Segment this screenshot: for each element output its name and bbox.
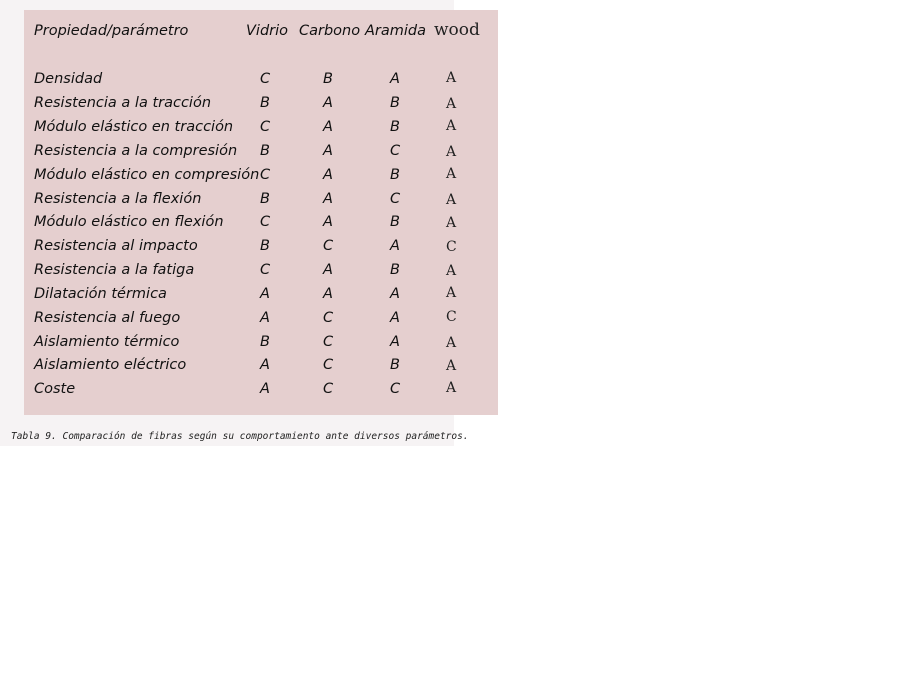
row-aramid-rating: A xyxy=(390,286,400,302)
row-property: Densidad xyxy=(34,71,103,87)
row-glass-rating: A xyxy=(260,357,270,373)
row-property: Aislamiento térmico xyxy=(34,334,180,350)
row-carbon-rating: C xyxy=(323,238,334,254)
row-wood-rating: A xyxy=(446,285,457,301)
row-aramid-rating: A xyxy=(390,238,400,254)
table-caption: Tabla 9. Comparación de fibras según su comportamiento ante diversos parámetros. xyxy=(11,431,469,442)
row-carbon-rating: C xyxy=(323,357,334,373)
row-glass-rating: A xyxy=(260,286,270,302)
row-wood-rating: A xyxy=(446,358,457,374)
row-carbon-rating: A xyxy=(323,119,333,135)
row-property: Resistencia a la tracción xyxy=(34,95,212,111)
row-glass-rating: A xyxy=(260,381,270,397)
row-wood-rating: C xyxy=(446,239,457,255)
row-aramid-rating: A xyxy=(390,71,400,87)
row-carbon-rating: A xyxy=(323,262,333,278)
row-property: Resistencia a la compresión xyxy=(34,143,238,159)
row-aramid-rating: A xyxy=(390,334,400,350)
row-property: Aislamiento eléctrico xyxy=(34,357,187,373)
row-wood-rating: A xyxy=(446,335,457,351)
row-glass-rating: C xyxy=(260,214,271,230)
row-carbon-rating: A xyxy=(323,214,333,230)
row-property: Resistencia al fuego xyxy=(34,310,181,326)
row-property: Resistencia a la fatiga xyxy=(34,262,195,278)
row-glass-rating: C xyxy=(260,262,271,278)
row-property: Dilatación térmica xyxy=(34,286,167,302)
row-glass-rating: B xyxy=(260,143,270,159)
row-glass-rating: C xyxy=(260,71,271,87)
row-glass-rating: B xyxy=(260,191,270,207)
row-wood-rating: A xyxy=(446,96,457,112)
header-glass: Vidrio xyxy=(246,23,289,39)
row-carbon-rating: A xyxy=(323,191,333,207)
row-wood-rating: A xyxy=(446,215,457,231)
row-aramid-rating: C xyxy=(390,191,401,207)
row-carbon-rating: C xyxy=(323,310,334,326)
row-wood-rating: A xyxy=(446,192,457,208)
header-property: Propiedad/parámetro xyxy=(34,23,189,39)
row-property: Resistencia a la flexión xyxy=(34,191,202,207)
header-wood: wood xyxy=(434,20,480,40)
row-property: Coste xyxy=(34,381,76,397)
row-wood-rating: A xyxy=(446,166,457,182)
row-aramid-rating: B xyxy=(390,262,400,278)
row-glass-rating: C xyxy=(260,167,271,183)
row-glass-rating: B xyxy=(260,95,270,111)
row-carbon-rating: A xyxy=(323,95,333,111)
row-property: Módulo elástico en flexión xyxy=(34,214,224,230)
row-wood-rating: C xyxy=(446,309,457,325)
row-carbon-rating: A xyxy=(323,167,333,183)
row-glass-rating: B xyxy=(260,238,270,254)
row-carbon-rating: C xyxy=(323,381,334,397)
row-wood-rating: A xyxy=(446,263,457,279)
row-wood-rating: A xyxy=(446,144,457,160)
row-aramid-rating: C xyxy=(390,143,401,159)
row-property: Resistencia al impacto xyxy=(34,238,198,254)
row-wood-rating: A xyxy=(446,118,457,134)
row-glass-rating: C xyxy=(260,119,271,135)
row-carbon-rating: C xyxy=(323,334,334,350)
row-aramid-rating: B xyxy=(390,119,400,135)
row-property: Módulo elástico en tracción xyxy=(34,119,234,135)
row-wood-rating: A xyxy=(446,380,457,396)
row-carbon-rating: A xyxy=(323,286,333,302)
row-wood-rating: A xyxy=(446,70,457,86)
header-aramid: Aramida xyxy=(365,23,427,39)
row-carbon-rating: B xyxy=(323,71,333,87)
row-aramid-rating: B xyxy=(390,95,400,111)
row-aramid-rating: B xyxy=(390,357,400,373)
row-aramid-rating: B xyxy=(390,167,400,183)
row-glass-rating: B xyxy=(260,334,270,350)
row-aramid-rating: B xyxy=(390,214,400,230)
row-aramid-rating: A xyxy=(390,310,400,326)
row-glass-rating: A xyxy=(260,310,270,326)
row-property: Módulo elástico en compresión xyxy=(34,167,260,183)
header-carbon: Carbono xyxy=(299,23,361,39)
row-carbon-rating: A xyxy=(323,143,333,159)
row-aramid-rating: C xyxy=(390,381,401,397)
